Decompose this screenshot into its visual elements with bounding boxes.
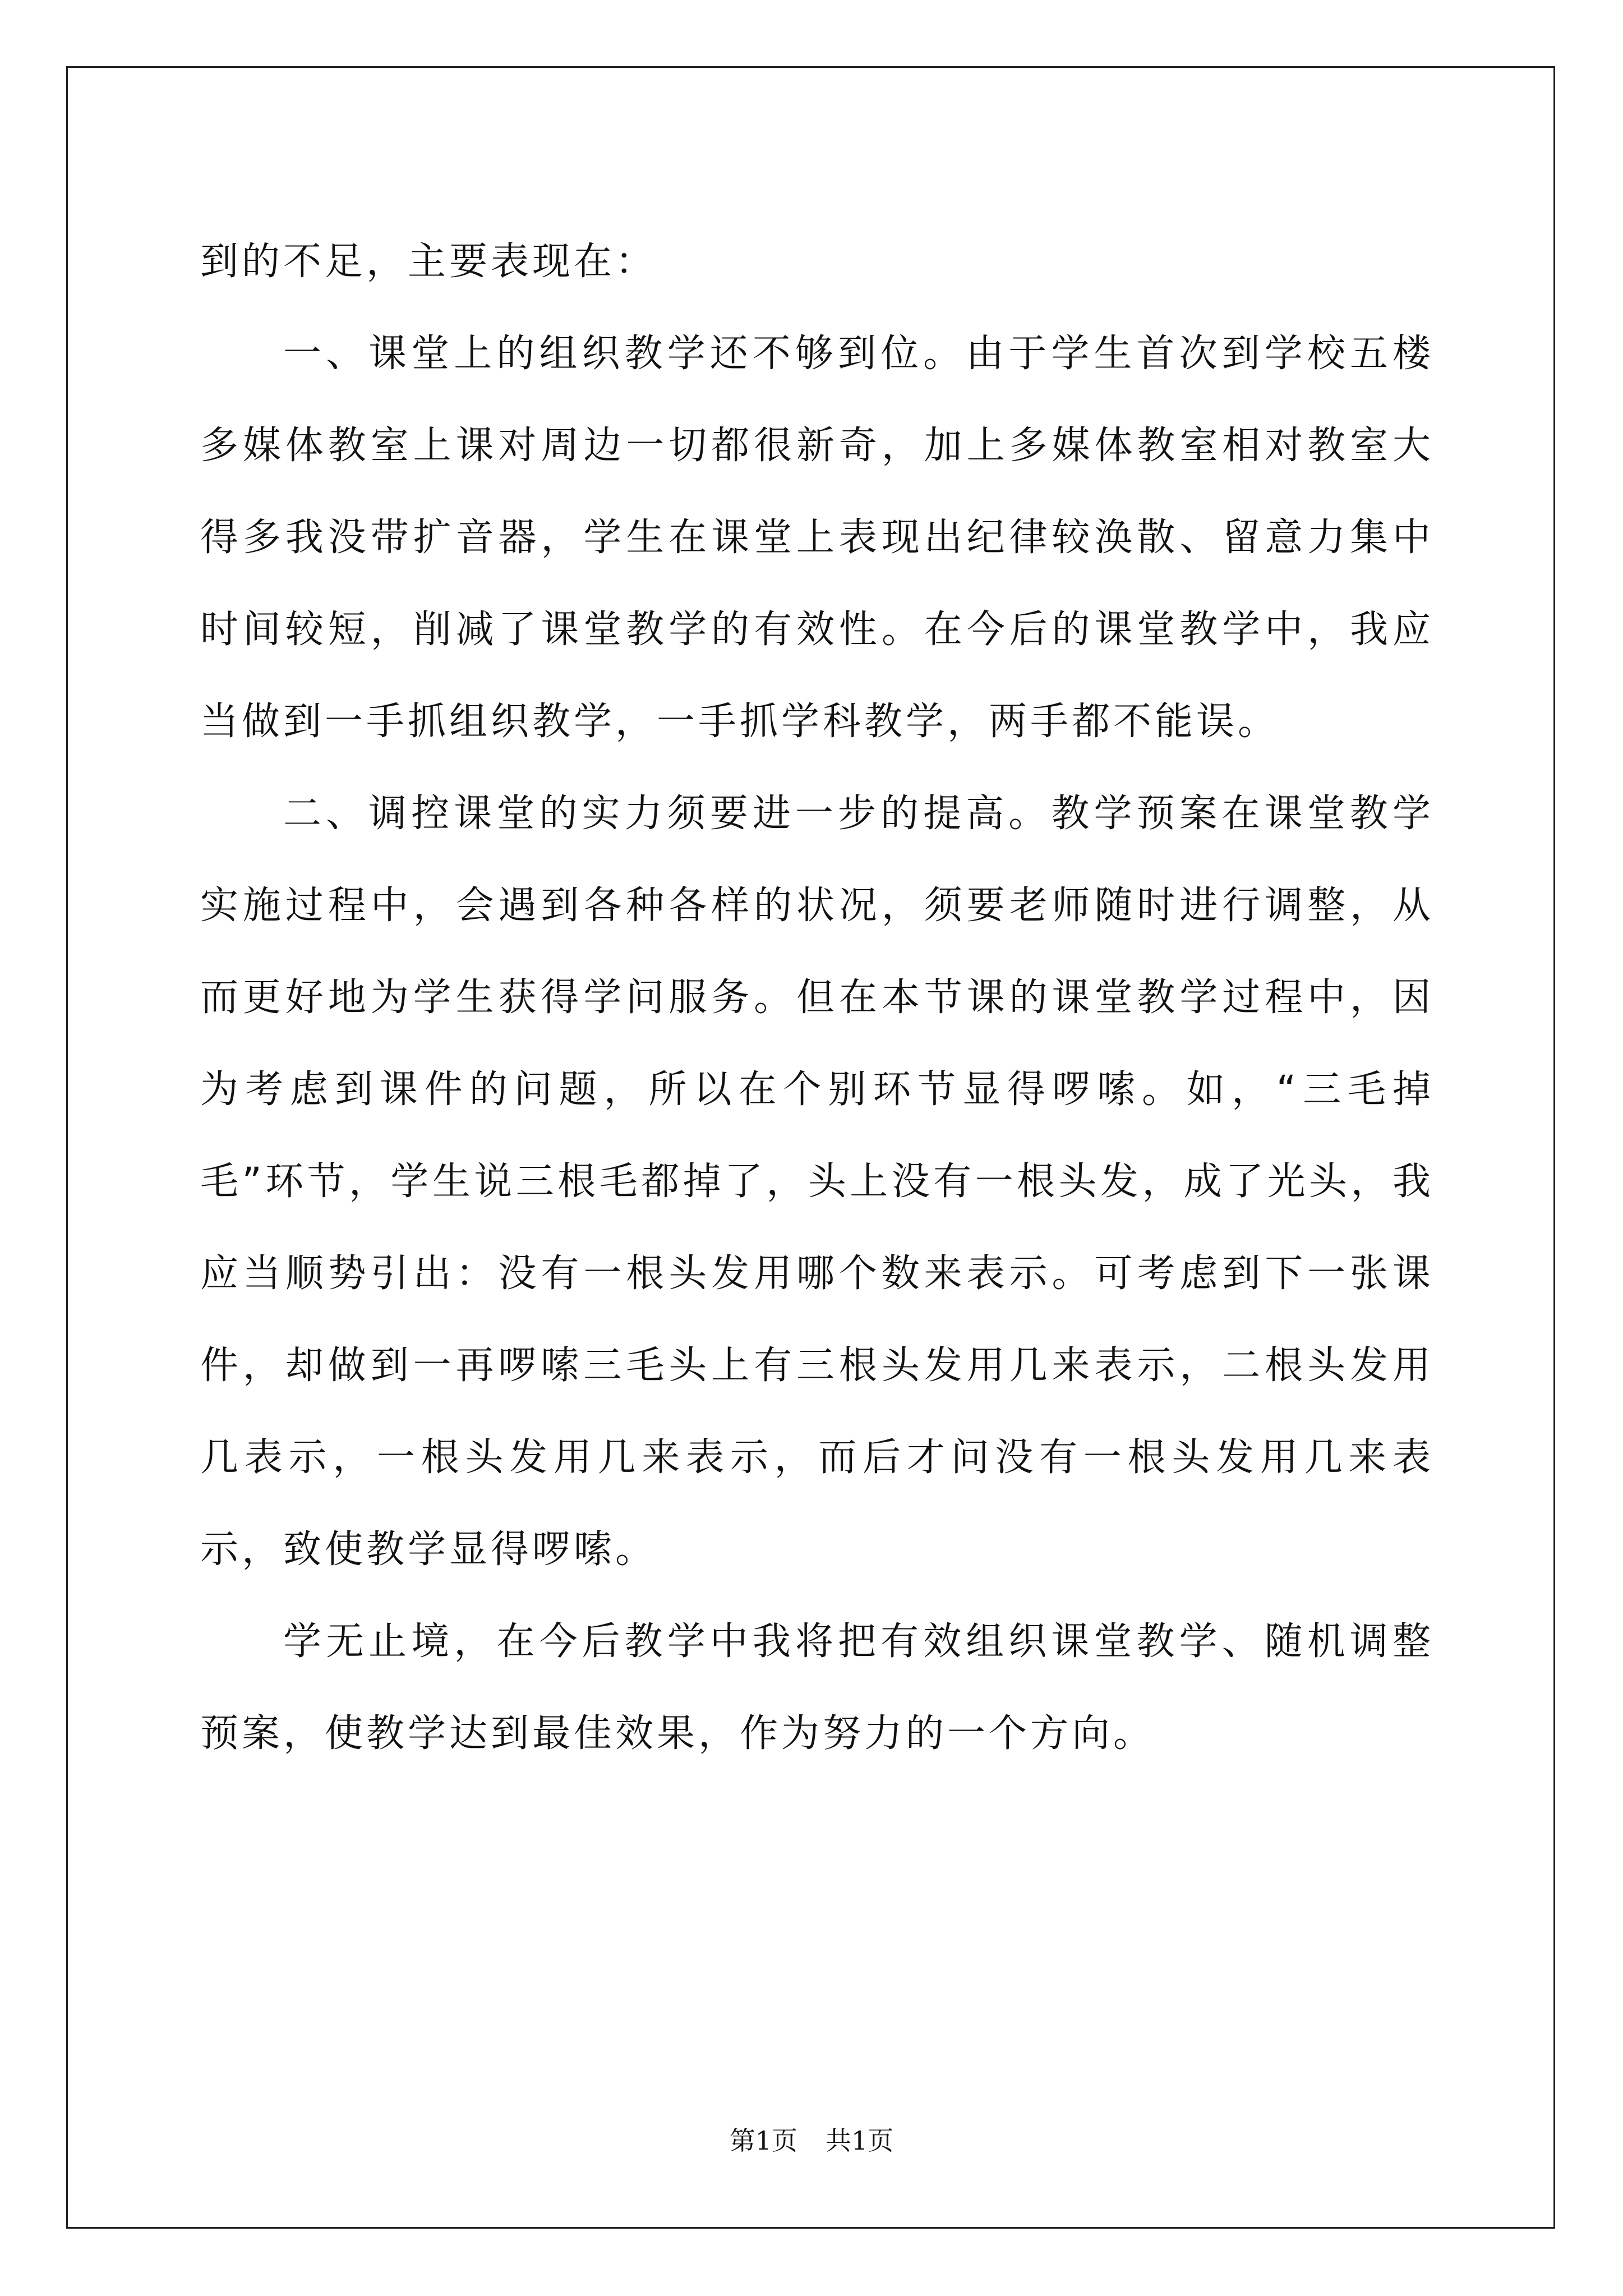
document-body [200, 216, 1434, 1780]
paragraph-intro: 到的不足，主要表现在： [200, 240, 657, 284]
page-footer [0, 2120, 1623, 2157]
page-number: 第1页 [729, 2125, 797, 2156]
paragraph-point-two: 二、调控课堂的实力须要进一步的提高。教学预案在课堂教学实施过程中，会遇到各种各样的状况，须要老师随时进行调整，从而更好地为学生获得学问服务。但在本节课的课堂教学过程中，因为考虑到课件的问题，所以在个别环节显得啰嗦。如，“三毛掉毛”环节，学生说三根毛都掉了，头上没有一根头发，成了光头，我应当顺势引出：没有一根头发用哪个数来表示。可考虑到下一张课件，却做到一再啰嗦三毛头上有三根头发用几来表示，二根头发用几表示，一根头发用几来表示，而后才问没有一根头发用几来表示，致使教学显得啰嗦。 [200, 792, 1434, 1572]
paragraph-conclusion: 学无止境，在今后教学中我将把有效组织课堂教学、随机调整预案，使教学达到最佳效果，作为努力的一个方向。 [200, 1619, 1434, 1756]
page-total: 共1页 [826, 2125, 894, 2156]
paragraph-point-one: 一、课堂上的组织教学还不够到位。由于学生首次到学校五楼多媒体教室上课对周边一切都很新奇，加上多媒体教室相对教室大得多我没带扩音器，学生在课堂上表现出纪律较涣散、留意力集中时间较短，削减了课堂教学的有效性。在今后的课堂教学中，我应当做到一手抓组织教学，一手抓学科教学，两手都不能误。 [200, 332, 1434, 744]
